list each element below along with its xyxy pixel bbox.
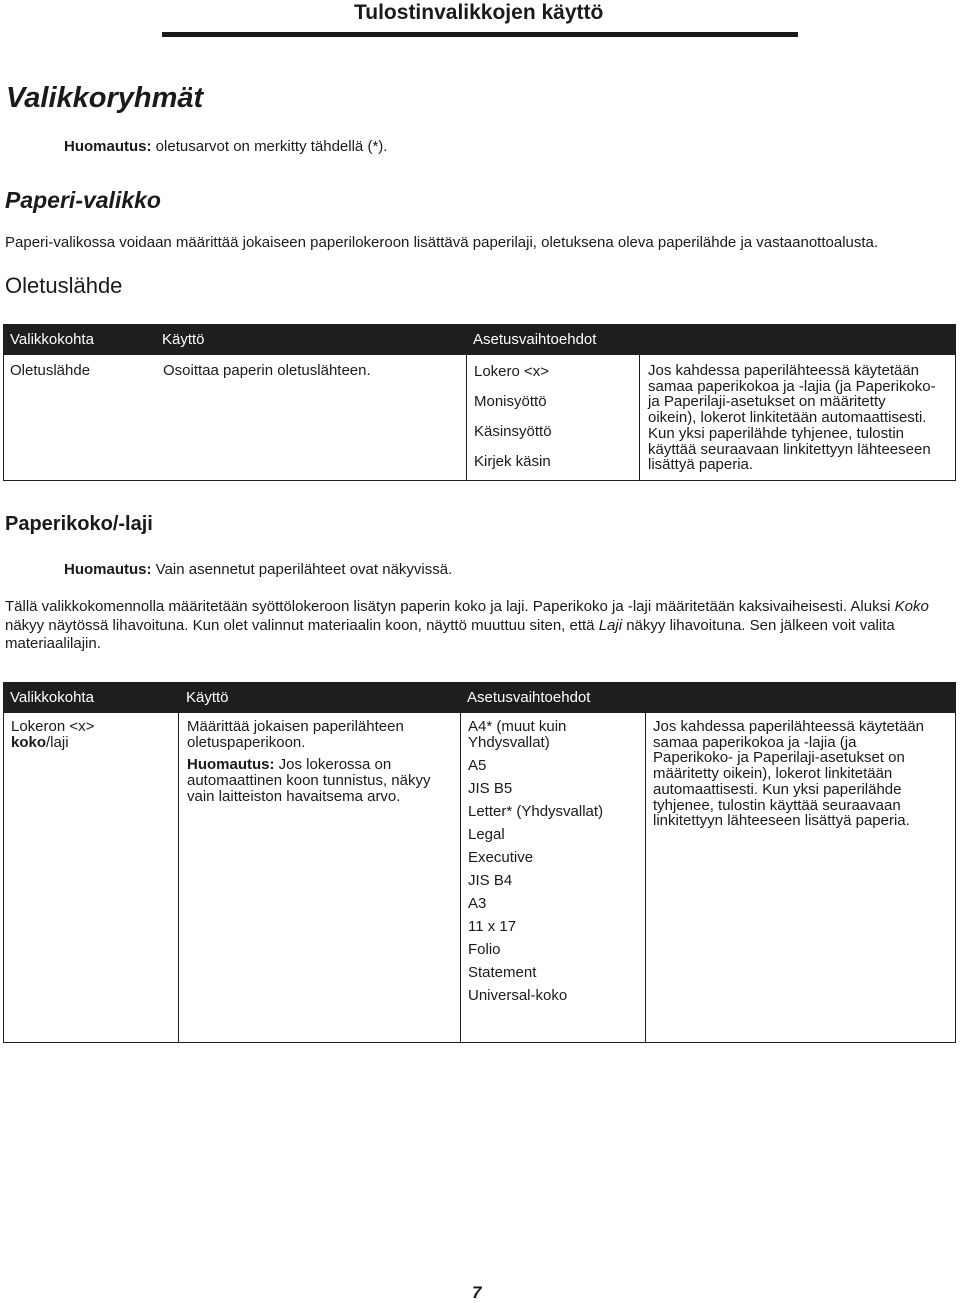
- description-line: samaa paperikokoa ja -lajia (ja Paperikoko-: [648, 377, 936, 395]
- column-divider: [645, 713, 646, 1042]
- cell-item: Oletuslähde: [10, 362, 91, 379]
- item-bold: koko: [11, 733, 47, 751]
- description-line: oikein), lokerot linkitetään automaattisesti.: [648, 409, 927, 427]
- option-item: Kirjek käsin: [474, 453, 551, 470]
- option-item: Statement: [468, 964, 537, 981]
- column-divider: [466, 355, 467, 480]
- option-item: 11 x 17: [468, 918, 517, 935]
- table-row: [3, 355, 956, 481]
- item-rest: /laji: [46, 733, 69, 751]
- option-item: Yhdysvallat): [468, 734, 550, 751]
- default-source-title: Oletuslähde: [5, 273, 123, 298]
- table-row: [3, 713, 956, 1043]
- cell-description: [648, 363, 956, 473]
- description-line: Paperikoko- ja Paperilaji-asetukset on: [653, 749, 905, 767]
- note-text: oletusarvot on merkitty tähdellä (*).: [155, 138, 388, 155]
- column-divider: [178, 713, 179, 1042]
- section-title: Valikkoryhmät: [6, 82, 204, 114]
- usage-note-line: automaattinen koon tunnistus, näkyy: [187, 772, 431, 790]
- paper-menu-title: Paperi-valikko: [5, 187, 161, 213]
- table-header: [3, 324, 956, 355]
- column-header-usage: Käyttö: [162, 331, 205, 348]
- option-item: A4* (muut kuin: [468, 718, 567, 735]
- description-line: lisättyä paperia.: [648, 456, 754, 474]
- option-item: A5: [468, 757, 487, 774]
- paragraph-emphasis-koko: Koko: [894, 598, 929, 615]
- usage-note-line: Jos lokerossa on: [278, 756, 392, 774]
- option-item: Monisyöttö: [474, 393, 547, 410]
- usage-line: oletuspaperikoon.: [187, 733, 306, 751]
- usage-note-label: Huomautus:: [187, 756, 275, 774]
- cell-usage: Osoittaa paperin oletuslähteen.: [163, 362, 371, 379]
- column-header-usage: Käyttö: [186, 689, 229, 706]
- option-item: Universal-koko: [468, 987, 568, 1004]
- usage-note-line: vain laitteiston havaitsema arvo.: [187, 787, 401, 805]
- paragraph-text: näkyy näytössä lihavoituna. Kun olet valinnut materiaalin koon, näyttö muuttuu siten, että: [5, 616, 599, 634]
- default-source-table: [3, 324, 956, 481]
- item-line: [11, 735, 94, 751]
- column-header-item: Valikkokohta: [10, 331, 94, 348]
- paper-menu-intro: Paperi-valikossa voidaan määrittää jokaiseen paperilokeroon lisättävä paperilaji, oletuksena oleva paperilähde ja vastaanottoalusta.: [5, 234, 879, 251]
- cell-usage: [187, 719, 457, 805]
- column-divider: [460, 713, 461, 1042]
- paragraph-emphasis-laji: Laji: [598, 616, 623, 634]
- description-line: määritetty oikein), lokerot linkitetään: [653, 765, 893, 783]
- description-line: Kun yksi paperilähde tyhjenee, tulostin: [648, 424, 904, 442]
- description-line: Jos kahdessa paperilähteessä käytetään: [653, 718, 925, 735]
- header-rule: [162, 32, 798, 37]
- paper-size-note: [64, 561, 452, 578]
- note-label: Huomautus:: [64, 138, 152, 155]
- column-header-options: Asetusvaihtoehdot: [473, 331, 597, 348]
- option-item: Lokero <x>: [474, 363, 550, 380]
- table-header: [3, 682, 956, 713]
- section-note: [64, 138, 387, 155]
- option-item: JIS B5: [468, 780, 513, 797]
- option-item: JIS B4: [468, 872, 513, 889]
- paper-size-title: Paperikoko/-laji: [5, 513, 153, 535]
- note-text: Vain asennetut paperilähteet ovat näkyvissä.: [155, 561, 453, 578]
- paper-size-table: [3, 682, 956, 1043]
- paper-size-paragraph: [5, 598, 950, 654]
- usage-line: Määrittää jokaisen paperilähteen: [187, 718, 404, 735]
- option-item: Letter* (Yhdysvallat): [468, 803, 604, 820]
- description-line: automaattisesti. Kun yksi paperilähde: [653, 780, 902, 798]
- page-header-title: Tulostinvalikkojen käyttö: [354, 1, 604, 24]
- description-line: linkitettyyn lähteeseen lisättyä paperia.: [653, 812, 910, 830]
- item-line: Lokeron <x>: [11, 718, 95, 735]
- description-line: tyhjenee, tulostin käyttää seuraavaan: [653, 796, 901, 814]
- column-header-options: Asetusvaihtoehdot: [467, 689, 591, 706]
- cell-item: [11, 719, 94, 750]
- description-line: samaa paperikokoa ja -lajia (ja: [653, 733, 857, 751]
- description-line: käyttää seuraavaan linkitettyyn lähteeseen: [648, 440, 931, 458]
- description-line: Jos kahdessa paperilähteessä käytetään: [648, 362, 920, 379]
- option-item: Folio: [468, 941, 501, 958]
- option-item: Legal: [468, 826, 505, 843]
- option-item: Käsinsyöttö: [474, 423, 552, 440]
- option-item: Executive: [468, 849, 534, 866]
- usage-note: [187, 757, 457, 773]
- paragraph-text: näkyy lihavoituna. Sen jälkeen voit valita materiaalilajin.: [5, 616, 895, 652]
- column-header-item: Valikkokohta: [10, 689, 94, 706]
- description-line: ja Paperilaji-asetukset on määritetty: [648, 393, 886, 411]
- column-divider: [639, 355, 640, 480]
- cell-description: [653, 719, 953, 829]
- option-item: A3: [468, 895, 487, 912]
- page-number: 7: [472, 1283, 482, 1302]
- note-label: Huomautus:: [64, 561, 152, 578]
- paragraph-text: Tällä valikkokomennolla määritetään syöttölokeroon lisätyn paperin koko ja laji. Paperikoko ja -laji määritetään kaksivaiheisesti. Aluksi: [5, 598, 895, 615]
